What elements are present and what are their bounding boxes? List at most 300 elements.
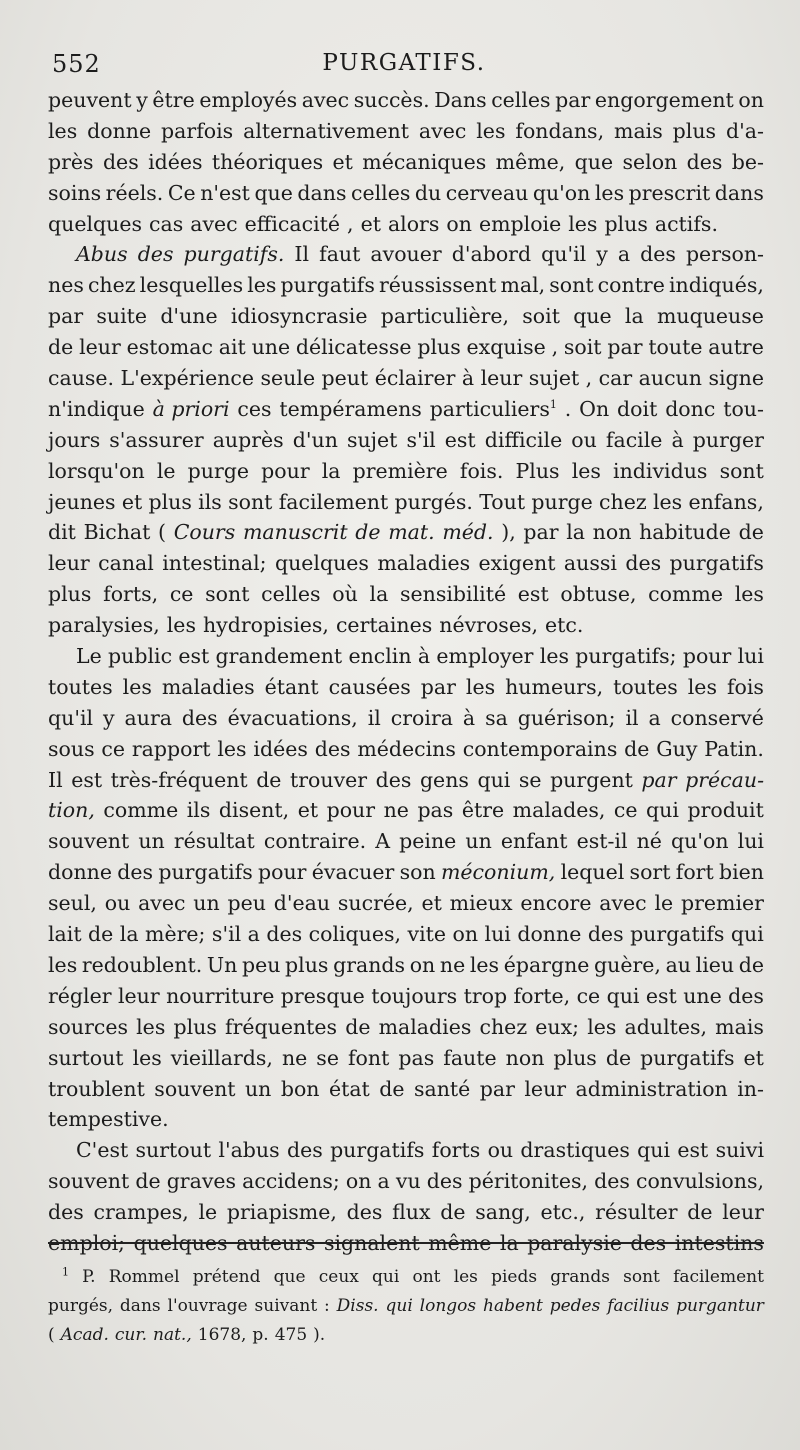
word: théoriques <box>211 149 324 174</box>
word: dans <box>297 180 347 205</box>
word <box>62 1263 69 1292</box>
word: chez <box>479 1014 528 1039</box>
text-line <box>48 425 764 456</box>
word: au <box>665 952 692 977</box>
word: de <box>135 1169 161 1194</box>
word: encore <box>520 891 592 916</box>
word: mère; <box>145 922 206 947</box>
word: de <box>88 922 114 947</box>
text-line <box>48 178 764 209</box>
word: plus <box>553 1045 597 1070</box>
word: sources <box>48 1014 128 1039</box>
word: ce <box>576 983 601 1008</box>
word: est-il <box>576 829 628 854</box>
word: son <box>399 860 436 885</box>
word: Ce <box>167 180 196 205</box>
word: flux <box>392 1200 431 1225</box>
word: sujet <box>346 427 398 452</box>
word: mais <box>715 1014 764 1039</box>
word: sont <box>623 1267 660 1287</box>
word: péritonites, <box>468 1169 588 1194</box>
word: doit <box>617 396 658 421</box>
word: toujours <box>371 983 458 1008</box>
word: les <box>687 674 717 699</box>
word: contre <box>597 273 665 298</box>
word: aucun <box>638 366 702 391</box>
word: emploi; <box>48 1230 126 1255</box>
word: surtout <box>135 1138 212 1163</box>
text-line <box>48 363 764 394</box>
word: Rommel <box>108 1267 180 1287</box>
text-line <box>48 950 764 981</box>
word: y <box>103 705 115 730</box>
word: engorgement <box>594 88 734 112</box>
word: croira <box>390 705 453 730</box>
word: une <box>683 983 722 1008</box>
word: vieillards, <box>170 1045 273 1070</box>
word: la <box>321 458 341 483</box>
word: surtout <box>48 1045 124 1070</box>
word: employer <box>436 644 534 669</box>
word: selon <box>622 149 678 174</box>
word: délicatesse <box>295 335 412 360</box>
word: que <box>254 180 293 205</box>
word: leur <box>524 1076 567 1101</box>
word: qu'il <box>48 705 94 730</box>
word: coliques, <box>308 922 402 947</box>
word: ont <box>412 1267 441 1287</box>
word: réussissent <box>378 273 497 298</box>
word: même <box>428 1230 492 1255</box>
word: comme <box>648 582 724 607</box>
word: sucrée, <box>337 891 414 916</box>
word: disent, <box>218 798 290 823</box>
text-line <box>48 888 764 919</box>
word: et <box>743 1045 764 1070</box>
footnote-line <box>48 1321 764 1350</box>
footnote-marker: 1 <box>62 1265 69 1279</box>
word: où <box>332 582 358 607</box>
word: be- <box>731 149 764 174</box>
word: un <box>465 829 492 854</box>
word: celles <box>491 88 551 112</box>
word: résulter <box>595 1200 678 1225</box>
word: malades, <box>512 798 606 823</box>
footnote-marker: 1 <box>549 398 557 412</box>
word: trop <box>463 983 508 1008</box>
word: les <box>539 644 569 669</box>
word: des <box>686 149 723 174</box>
word: des <box>137 242 174 267</box>
word: ou <box>571 427 597 452</box>
word: a <box>617 242 631 267</box>
word: enclin <box>348 644 412 669</box>
word: de <box>738 952 764 977</box>
word: maladies <box>377 551 471 576</box>
word: même, <box>495 149 566 174</box>
word: de <box>379 1076 405 1101</box>
word: lait <box>48 922 82 947</box>
word: des <box>625 551 662 576</box>
word: qui <box>477 767 511 792</box>
word: qui <box>372 1267 400 1287</box>
word: ce <box>169 582 194 607</box>
word: l'abus <box>218 1138 280 1163</box>
word: 1678, <box>197 1325 247 1345</box>
text-line <box>48 857 764 888</box>
word: C'est <box>76 1138 129 1163</box>
word: un <box>193 891 220 916</box>
word: intestins <box>674 1230 764 1255</box>
word: des <box>594 1169 630 1194</box>
word: tempéramens <box>279 396 422 421</box>
text-line <box>48 270 764 301</box>
word: des <box>587 922 624 947</box>
word: qui <box>606 983 640 1008</box>
word: névroses, <box>439 613 538 638</box>
word: grands <box>550 1267 610 1287</box>
word: des <box>181 705 218 730</box>
word: a <box>247 922 260 947</box>
word: contraire. <box>263 829 367 854</box>
word: fort <box>675 860 714 885</box>
text-line <box>48 548 764 579</box>
word: intestinal; <box>162 551 267 576</box>
word: purger <box>692 427 764 452</box>
word: pieds <box>491 1267 538 1287</box>
text-line <box>48 672 764 703</box>
word: des <box>375 767 412 792</box>
word: tou- <box>723 396 764 421</box>
word: vite <box>407 922 447 947</box>
text-line <box>48 456 764 487</box>
word: donne <box>48 860 113 885</box>
word: très-fréquent <box>110 767 248 792</box>
word: dit <box>48 520 76 545</box>
word: donc <box>665 396 716 421</box>
word: estomac <box>126 335 213 360</box>
word: . <box>564 396 572 421</box>
word: a <box>377 1169 390 1194</box>
word: les <box>469 952 500 977</box>
word: ne <box>383 798 409 823</box>
word: méconium, <box>440 860 556 885</box>
word: nes <box>48 273 84 298</box>
word: peu <box>227 891 266 916</box>
word: résultat <box>173 829 255 854</box>
word: leur <box>117 983 160 1008</box>
word: du <box>414 180 442 205</box>
word: Dans <box>434 88 487 112</box>
word: signe <box>708 366 764 391</box>
word: Tout <box>479 489 526 514</box>
word: ils <box>198 489 222 514</box>
word: de <box>48 335 74 360</box>
word: Le <box>76 644 102 669</box>
word: forts <box>431 1138 481 1163</box>
word: sort <box>629 860 671 885</box>
word: Un <box>206 952 238 977</box>
word: santé <box>413 1076 471 1101</box>
word: qui <box>730 922 764 947</box>
word: souvent <box>154 1076 236 1101</box>
word: les <box>247 273 277 298</box>
word: par <box>555 88 591 112</box>
word: évacuer <box>311 860 395 885</box>
word: que <box>574 149 614 174</box>
word: alors <box>387 211 440 236</box>
word: ou <box>487 1138 514 1163</box>
word: état <box>328 1076 370 1101</box>
word: Il <box>48 767 63 792</box>
word: purgatifs <box>280 273 375 298</box>
word: , <box>347 211 354 236</box>
text-line <box>48 1012 764 1043</box>
word: réels. <box>105 180 164 205</box>
word: font <box>347 1045 390 1070</box>
text-line <box>48 1135 764 1166</box>
word: est <box>645 983 677 1008</box>
text-line <box>48 579 764 610</box>
text-line <box>48 332 764 363</box>
word: y <box>596 242 608 267</box>
footnotes <box>48 1263 764 1350</box>
word: grands <box>333 952 406 977</box>
word: administration <box>575 1076 728 1101</box>
word: par <box>607 335 643 360</box>
text-line <box>48 734 764 765</box>
word: etc. <box>545 613 584 638</box>
word: facilement <box>278 489 389 514</box>
word: plus <box>173 1014 217 1039</box>
word: sont <box>549 273 594 298</box>
word: des <box>286 1138 323 1163</box>
word: précau- <box>685 767 764 792</box>
word: guère, <box>594 952 661 977</box>
word: pedes <box>549 1296 601 1316</box>
word: des <box>117 860 154 885</box>
word: plus <box>285 952 329 977</box>
word: donne <box>87 118 152 143</box>
word: exquise <box>466 335 546 360</box>
word: de <box>624 736 650 761</box>
text-line <box>48 826 764 857</box>
word: d'a- <box>725 118 764 143</box>
word: de <box>355 520 381 545</box>
word: avec <box>138 891 186 916</box>
text-line <box>48 765 764 796</box>
word: de <box>345 1014 371 1039</box>
word: comme <box>103 798 179 823</box>
word: purge <box>531 489 593 514</box>
word: étant <box>264 674 319 699</box>
word: p. <box>252 1325 269 1345</box>
word: aura <box>124 705 172 730</box>
word: indiqués, <box>668 273 764 298</box>
word: individus <box>613 458 708 483</box>
word: pas <box>398 1045 435 1070</box>
word: n'indique <box>48 396 145 421</box>
word: maladies <box>378 1014 472 1039</box>
word: se <box>316 1045 339 1070</box>
word: adultes, <box>624 1014 708 1039</box>
word: muqueuse <box>656 304 764 329</box>
word: peine <box>399 829 457 854</box>
word: est <box>71 767 103 792</box>
word: les <box>652 489 683 514</box>
text-line <box>48 517 764 548</box>
word: Bichat <box>83 520 151 545</box>
word: toutes <box>613 674 678 699</box>
word: une <box>251 335 291 360</box>
word: un <box>138 829 165 854</box>
footnote-line <box>48 1292 764 1321</box>
word: lui <box>737 644 764 669</box>
word: toutes <box>48 674 113 699</box>
word: près <box>48 149 94 174</box>
word: Diss. <box>336 1296 379 1316</box>
word: et <box>332 149 353 174</box>
word: de <box>440 1200 466 1225</box>
text-line <box>48 239 764 270</box>
word: souvent <box>48 1169 130 1194</box>
text-line <box>48 795 764 826</box>
running-header <box>48 50 760 84</box>
word: cur. <box>114 1325 148 1345</box>
word: pour <box>682 644 732 669</box>
word: à priori <box>152 396 230 421</box>
word: pour <box>258 860 307 885</box>
word: idées <box>148 149 203 174</box>
text-line <box>48 1197 764 1228</box>
word: des <box>314 736 351 761</box>
word: pas <box>417 798 454 823</box>
word: à <box>671 427 684 452</box>
word: le <box>198 1200 218 1225</box>
word: crampes, <box>93 1200 189 1225</box>
word: l'ouvrage <box>167 1296 248 1316</box>
word: pour <box>326 798 376 823</box>
word: la <box>369 582 389 607</box>
word: certaines <box>335 613 433 638</box>
text-line <box>48 85 764 116</box>
word: on <box>738 88 764 112</box>
text-line <box>48 301 764 332</box>
word: qu'on <box>532 180 591 205</box>
word: conservé <box>670 705 764 730</box>
word: ). <box>313 1325 326 1345</box>
footnote-line <box>48 1263 764 1292</box>
word: ce <box>101 736 126 761</box>
word: des <box>728 983 764 1008</box>
word: avouer <box>370 242 442 267</box>
word: sont <box>719 458 764 483</box>
word: la <box>499 1230 519 1255</box>
word: par <box>523 520 559 545</box>
word: le <box>156 458 176 483</box>
word: sous <box>48 736 95 761</box>
word: purgent <box>550 767 633 792</box>
word: aussi <box>563 551 617 576</box>
word: la <box>624 304 644 329</box>
text-line <box>48 610 764 641</box>
word: jeunes <box>48 489 116 514</box>
word: facile <box>605 427 663 452</box>
word: purge <box>187 458 250 483</box>
body-text <box>48 85 764 1259</box>
word: Guy <box>656 736 698 761</box>
word: pour <box>261 458 310 483</box>
word: paralysie <box>527 1230 622 1255</box>
word: celles <box>261 582 321 607</box>
word: obtuse, <box>560 582 637 607</box>
word: ce <box>613 798 638 823</box>
word: plus <box>672 118 717 143</box>
word: exigent <box>478 551 556 576</box>
word: n'est <box>200 180 250 205</box>
text-line <box>48 116 764 147</box>
text-line <box>48 394 764 425</box>
word: cause. <box>48 366 115 391</box>
word: graves <box>166 1169 237 1194</box>
word: habitude <box>639 520 731 545</box>
word: 475 <box>274 1325 308 1345</box>
word: soit <box>522 304 560 329</box>
word: première <box>352 458 448 483</box>
word: lui <box>737 829 764 854</box>
word: enfant <box>500 829 568 854</box>
word: autre <box>708 335 764 360</box>
word: sujet <box>528 366 580 391</box>
word: la <box>566 520 585 545</box>
word: est <box>517 582 549 607</box>
word: on <box>409 952 436 977</box>
word: A <box>375 829 391 854</box>
word: faute <box>443 1045 497 1070</box>
word: avec <box>190 211 238 236</box>
word: les <box>734 582 764 607</box>
word: d'eau <box>273 891 331 916</box>
word: et <box>121 489 143 514</box>
word: P. <box>82 1267 96 1287</box>
word: méd. <box>442 520 494 545</box>
word: idées <box>253 736 308 761</box>
word: mal, <box>500 273 546 298</box>
word: seule <box>260 366 316 391</box>
word: Plus <box>515 458 560 483</box>
word: de <box>687 1200 713 1225</box>
word: prétend <box>192 1267 261 1287</box>
word: avec <box>418 118 467 143</box>
word: contemporains <box>462 736 618 761</box>
word: à <box>461 366 475 391</box>
word: les <box>465 674 496 699</box>
word: s'il <box>211 922 242 947</box>
text-line <box>48 209 764 240</box>
word: avec <box>599 891 647 916</box>
word: actifs. <box>654 211 718 236</box>
word: eux; <box>535 1014 580 1039</box>
word: avec <box>301 88 350 112</box>
word: toute <box>648 335 703 360</box>
text-line <box>48 919 764 950</box>
word: leur <box>79 335 121 360</box>
word: et <box>297 798 319 823</box>
word: , <box>585 366 593 391</box>
word: quelques <box>48 211 142 236</box>
word: causées <box>328 674 411 699</box>
word: s'assurer <box>109 427 204 452</box>
